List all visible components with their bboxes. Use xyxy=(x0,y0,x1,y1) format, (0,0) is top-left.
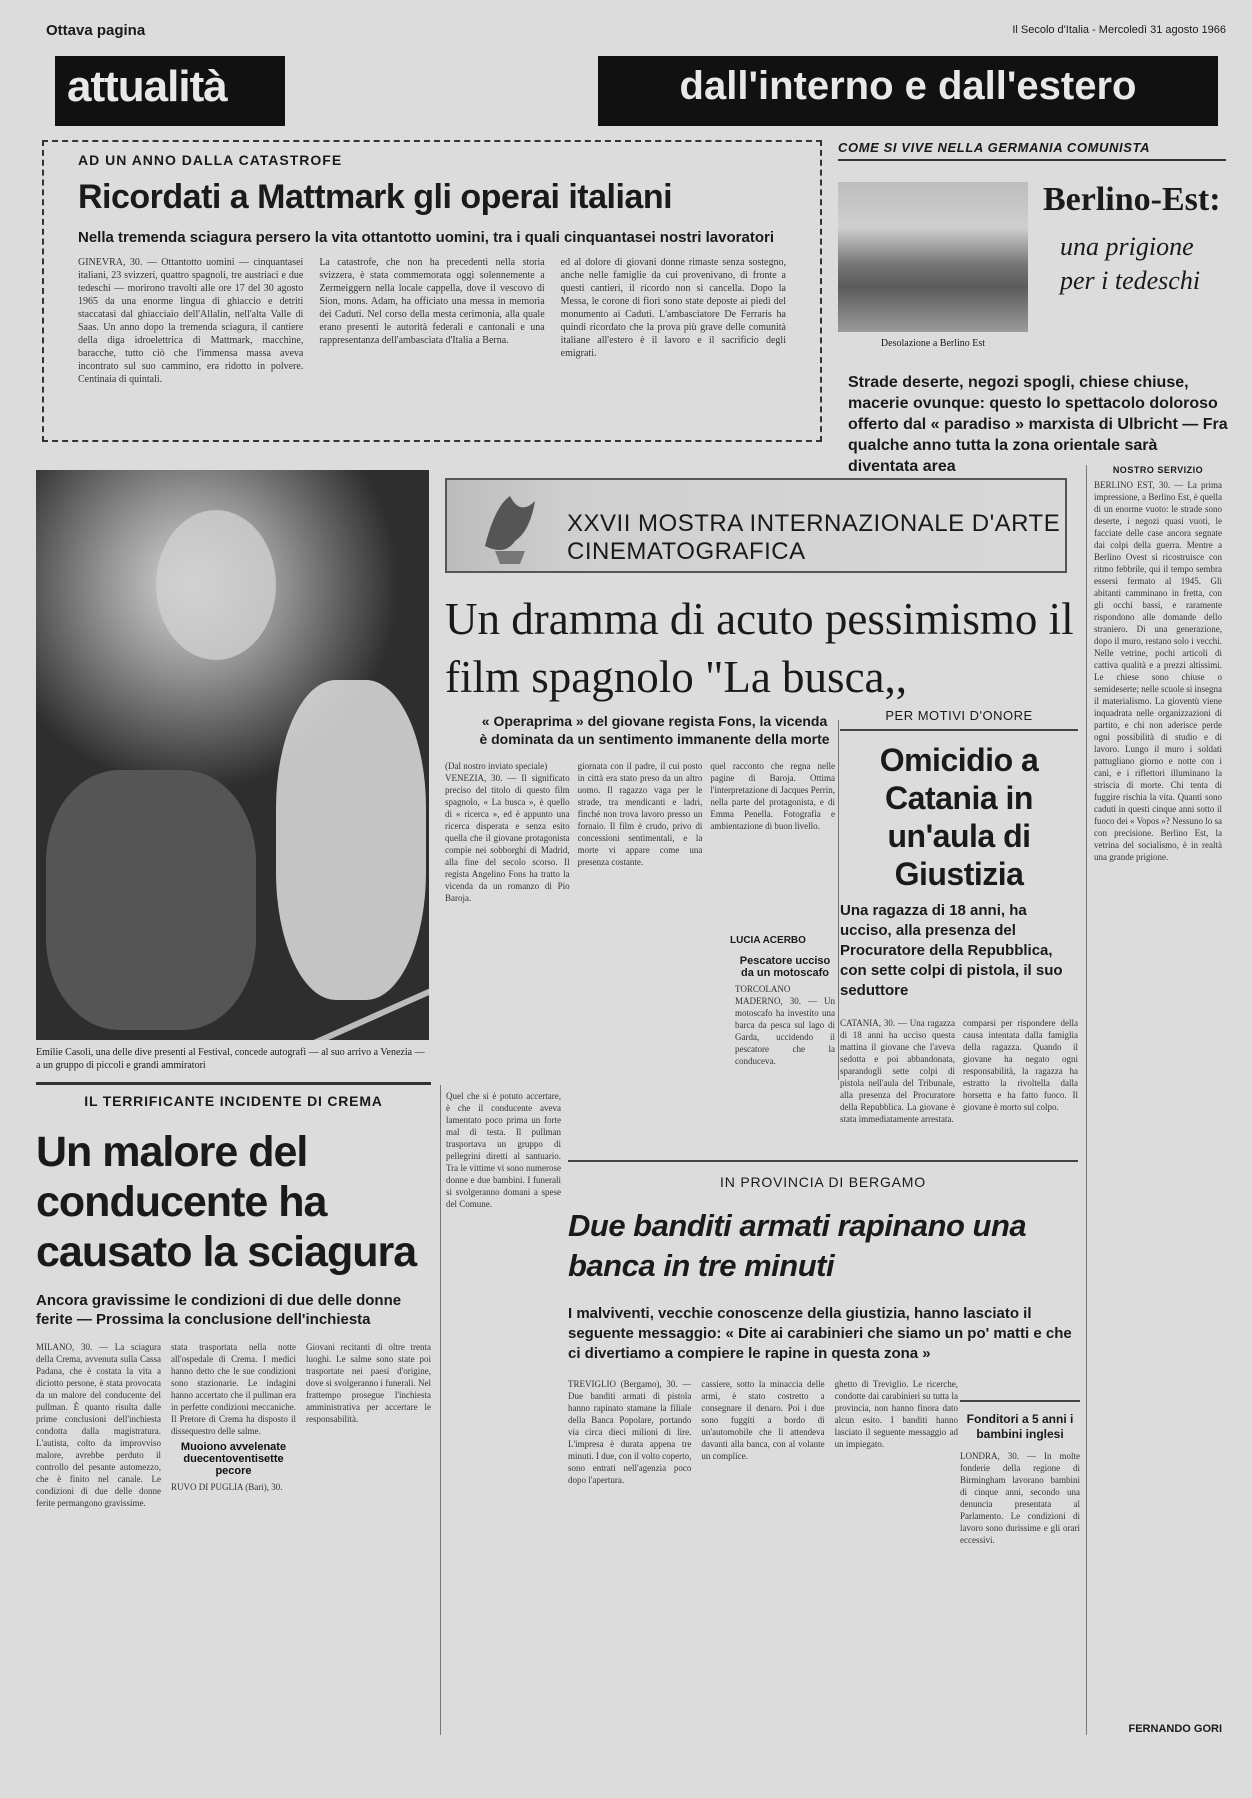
busca-title: Un dramma di acuto pessimismo il film spagnolo "La busca,, xyxy=(445,594,1074,702)
mattmark-column: La catastrofe, che non ha precedenti nella storia svizzera, è stata commemorata oggi solennemente a Zermeiggern nella locale cappella, dove il vescovo di Sion, mons. Adam, ha officiato una messa in memoria dei Caduti. Nel corso della mesta cerimonia, alla quale erano presenti le autorità federali e cantonali e una rappresentanza dell'ambasciata d'Italia a Berna. xyxy=(319,257,545,346)
mattmark-title: Ricordati a Mattmark gli operai italiani xyxy=(78,178,673,216)
bergamo-subtitle: I malviventi, vecchie conoscenze della giustizia, hanno lasciato il seguente messaggio: « Dite ai carabinieri che siamo un po' matti e che ci divertiamo a compiere le rapine in questa zona » xyxy=(568,1305,1072,1362)
busca-column-text: quel racconto che regna nelle pagine di Baroja. Ottima l'interpretazione di Jacques Perrin, nella parte del protagonista, e di Emma Penella. Fotografia e ambientazione di buon livello. xyxy=(710,761,836,831)
festival-photo-caption: Emilie Casoli, una delle dive presenti al Festival, concede autografi — al suo arrivo a Venezia — a un gruppo di piccoli e grandi ammiratori xyxy=(36,1047,425,1071)
crema-column-text: stata trasportata nella notte all'ospedale di Crema. I medici hanno detto che le sue condizioni sono stazionarie. Le indagini hanno accertato che il pullman era in perfette condizioni meccaniche. Il Pretore di Crema ha disposto il dissequestro delle salme. xyxy=(171,1342,296,1436)
crema-column xyxy=(171,1341,296,1791)
catania-subtitle: Una ragazza di 18 anni, ha ucciso, alla presenza del Procuratore della Repubblica, con sette colpi di pistola, il suo seduttore xyxy=(840,902,1063,999)
right-column-byline: NOSTRO SERVIZIO xyxy=(1112,465,1204,475)
mattmark-column: ed al dolore di giovani donne rimaste senza sostegno, anche nelle famiglie da cui provenivano, di fronte a questi cantieri, il ricordo non si cancella. Dopo la Messa, le corone di fiori sono state deposte ai piedi del monumento ai Caduti. L'ambasciatore De Ferraris ha quindi ricordato che la prova più grave delle comunità italiane all'estero è il lavoro e il sacrificio degli emigrati. xyxy=(560,257,786,359)
festival-photo xyxy=(36,470,429,1040)
right-column-signature: FERNANDO GORI xyxy=(1128,1723,1222,1735)
crema-continuation-column xyxy=(446,1090,561,1740)
page-header xyxy=(46,22,1226,46)
crema-column: MILANO, 30. — La sciagura della Crema, avvenuta sulla Cassa Padana, che è costata la vita a diciotto persone, è stata provocata da un malore del conducente del pullman. È quanto risulta dalle prime conclusioni dell'inchiesta condotta dalla magistratura. L'autista, colto da improvviso malore, avrebbe perduto il controllo del pesante automezzo, che è finito nel canale. Le condizioni di due delle donne ferite permangono gravissime. xyxy=(36,1342,161,1508)
berlin-title: Berlino-Est: xyxy=(1043,181,1221,218)
crema-title: Un malore del conducente ha causato la sciagura xyxy=(36,1128,417,1276)
busca-signature: LUCIA ACERBO xyxy=(730,935,806,946)
berlin-kicker: COME SI VIVE NELLA GERMANIA COMUNISTA xyxy=(838,140,1226,161)
bergamo-column: TREVIGLIO (Bergamo), 30. — Due banditi armati di pistola hanno rapinato stamane la filiale della Banca Popolare, portando via circa dieci milioni di lire. L'impresa è durata appena tre minuti. I due, con il volto coperto, sono entrati nell'agenzia poco dopo l'apertura. xyxy=(568,1379,692,1485)
right-column-text: BERLINO EST, 30. — La prima impressione, a Berlino Est, è quella di un enorme vuoto: le strade sono deserte, i negozi quasi vuoti, le facciate delle case ancora segnate dai colpi della guerra. Mentre a Berlino Ovest si ricostruisce con ritmo febbrile, qui il tempo sembra essersi fermato al 1945. Gli abitanti camminano in fretta, con gli occhi bassi, e raramente rispondono alle domande dello straniero. Di una generazione, dopo il muro, restano solo i vecchi. Nelle vetrine, pochi articoli di cattiva qualità e a prezzi altissimi. Le chiese sono chiuse o semideserte; nelle scuole si insegna il materialismo. La gioventù viene inquadrata nelle organizzazioni di partito, e chi non aderisce perde ogni possibilità di studio e di lavoro. Lungo il muro i soldati pattugliano giorno e notte con i cani, e i riflettori illuminano la striscia di morte. Chi tenta di fuggire rischia la vita. Quanti sono caduti in questi cinque anni sotto il fuoco dei « Vopos »? Nessuno lo sa con precisione. Berlino Est, la vetrina del socialismo, è in realtà una grande prigione. xyxy=(1094,480,1222,862)
bergamo-body xyxy=(568,1378,958,1798)
column-rule xyxy=(838,720,839,1080)
busca-subtitle: « Operaprima » del giovane regista Fons, la vicenda è dominata da un sentimento immanente della morte xyxy=(479,713,830,747)
bergamo-column: cassiere, sotto la minaccia delle armi, è stato costretto a consegnare il denaro. Poi i due sono fuggiti a bordo di un'automobile che li attendeva davanti alla banca, con al volante un complice. xyxy=(701,1379,825,1461)
crema-kicker: IL TERRIFICANTE INCIDENTE DI CREMA xyxy=(36,1082,431,1109)
bergamo-kicker: IN PROVINCIA DI BERGAMO xyxy=(568,1160,1078,1190)
mattmark-subtitle: Nella tremenda sciagura persero la vita ottantotto uomini, tra i quali cinquantasei nostri lavoratori xyxy=(78,229,774,246)
mattmark-kicker: AD UN ANNO DALLA CATASTROFE xyxy=(78,152,343,168)
masthead: Il Secolo d'Italia - Mercoledì 31 agosto 1966 xyxy=(1012,24,1226,36)
pescatore-text: TORCOLANO MADERNO, 30. — Un motoscafo ha investito una barca da pesca sul lago di Garda, uccidendo il pescatore che la conduceva. xyxy=(735,984,835,1066)
fonditori-headline: Fonditori a 5 anni i bambini inglesi xyxy=(966,1412,1074,1441)
busca-column xyxy=(445,760,570,1090)
banner-attualita: attualità xyxy=(55,56,285,126)
pescatore-headline-text: Pescatore ucciso da un motoscafo xyxy=(739,955,831,979)
mattmark-column: GINEVRA, 30. — Ottantotto uomini — cinquantasei italiani, 23 svizzeri, quattro spagnoli, tre austriaci e due tedeschi — morirono travolti alle ore 17 del 30 agosto 1965 da una enorme lingua di ghiaccio e detriti staccatasi dal ghiacciaio dell'Allalin, nell'alta Valle di Saas. Un anno dopo la tremenda sciagura, il cantiere della diga idroelettrica di Mattmark, macchine, baracche, tutto ciò che l'immensa massa aveva incontrato sul suo cammino, era ridotto in polvere. Centinaia di quintali. xyxy=(78,257,304,385)
busca-column: giornata con il padre, il cui posto in città era stato preso da un altro uomo. Il ragazzo vaga per le strade, tra mendicanti e ladri, finché non trova lavoro presso un fornaio. Il film è crudo, privo di concessioni sentimentali, e la morte vi appare come una presenza costante. xyxy=(577,761,703,867)
column-rule xyxy=(440,1085,441,1735)
catania-title: Omicidio a Catania in un'aula di Giustizia xyxy=(879,742,1039,892)
berlin-photo-caption: Desolazione a Berlino Est xyxy=(880,338,986,349)
crema-subtitle: Ancora gravissime le condizioni di due delle donne ferite — Prossima la conclusione dell'inchiesta xyxy=(36,1292,402,1328)
busca-column-text: VENEZIA, 30. — Il significato preciso del titolo di questo film spagnolo, « La busca », è quello di « ricerca », ed è appunto una ricerca disperata e senza esito quella che il giovane protagonista compie nei sobborghi di Madrid, alla fine del secolo scorso. Il regista Angelino Fons ha tratto la vicenda da un romanzo di Pio Baroja. xyxy=(445,773,570,903)
crema-column: Giovani recitanti di oltre trenta luoghi. Le salme sono state poi trasportate nei paesi d'origine, dove si svolgeranno i funerali. Nel frattempo prosegue l'inchiesta amministrativa per accertare le responsabilità. xyxy=(306,1342,431,1424)
catania-column: comparsi per rispondere della causa intentata dalla famiglia della ragazza. Quando il giovane ha negato ogni responsabilità, la ragazza ha estratto la rivoltella dalla borsetta e ha fatto fuoco. Il giovane è morto sul colpo. xyxy=(963,1018,1078,1112)
winged-lion-logo xyxy=(475,486,545,566)
mattmark-body xyxy=(78,256,786,428)
banner-interno-estero: dall'interno e dall'estero xyxy=(598,56,1218,126)
mostra-banner xyxy=(445,478,1067,573)
bergamo-title: Due banditi armati rapinano una banca in tre minuti xyxy=(568,1208,1027,1283)
page-label: Ottava pagina xyxy=(46,22,146,39)
bergamo-column: ghetto di Treviglio. Le ricerche, condotte dai carabinieri su tutta la provincia, non hanno finora dato alcun esito. I banditi hanno lasciato il seguente messaggio ad un impiegato. xyxy=(834,1379,958,1449)
fonditori-article xyxy=(960,1400,1080,1735)
pecore-headline: Muoiono avvelenate duecentoventisette pecore xyxy=(180,1441,287,1477)
berlin-tagline: una prigione per i tedeschi xyxy=(1060,232,1201,295)
mostra-banner-text: XXVII MOSTRA INTERNAZIONALE D'ARTE CINEMATOGRAFICA xyxy=(567,510,1061,565)
crema-article xyxy=(36,1082,431,1742)
berlin-continuation-column xyxy=(1094,465,1222,1735)
crema-body xyxy=(36,1341,431,1791)
mattmark-article xyxy=(42,140,822,442)
catania-kicker: PER MOTIVI D'ONORE xyxy=(840,708,1078,731)
busca-byline: (Dal nostro inviato speciale) xyxy=(445,761,548,771)
column-rule xyxy=(1086,465,1087,1735)
fonditori-text: LONDRA, 30. — In molte fonderie della regione di Birmingham lavorano bambini di cinque anni, secondo una denuncia presentata al Parlamento. Le condizioni di lavoro sono durissime e gli orari eccessivi. xyxy=(960,1451,1080,1545)
catania-column: CATANIA, 30. — Una ragazza di 18 anni ha ucciso questa mattina il giovane che l'aveva sedotta e poi abbandonata, sparandogli sette colpi di pistola nell'aula del Tribunale, alla presenza del Procuratore della Repubblica. La giovane è stata immediatamente arrestata. xyxy=(840,1018,955,1124)
berlin-teaser: Strade deserte, negozi spogli, chiese chiuse, macerie ovunque: questo lo spettacolo doloroso offerto dal « paradiso » marxista di Ulbricht — Fra qualche anno tutta la zona orientale sarà diventata area xyxy=(848,374,1228,475)
middle-column-text: Quel che si è potuto accertare, è che il conducente aveva lamentato poco prima un forte mal di testa. Il pullman trasportava un gruppo di pellegrini diretti al santuario. Tra le vittime vi sono numerose donne e due bambini. I funerali si svolgeranno domani a spese del Comune. xyxy=(446,1091,561,1209)
berlin-photo xyxy=(838,182,1028,332)
pescatore-headline xyxy=(735,955,835,1067)
pecore-dateline: RUVO DI PUGLIA (Bari), 30. xyxy=(171,1482,283,1492)
catania-article xyxy=(840,708,1078,1124)
